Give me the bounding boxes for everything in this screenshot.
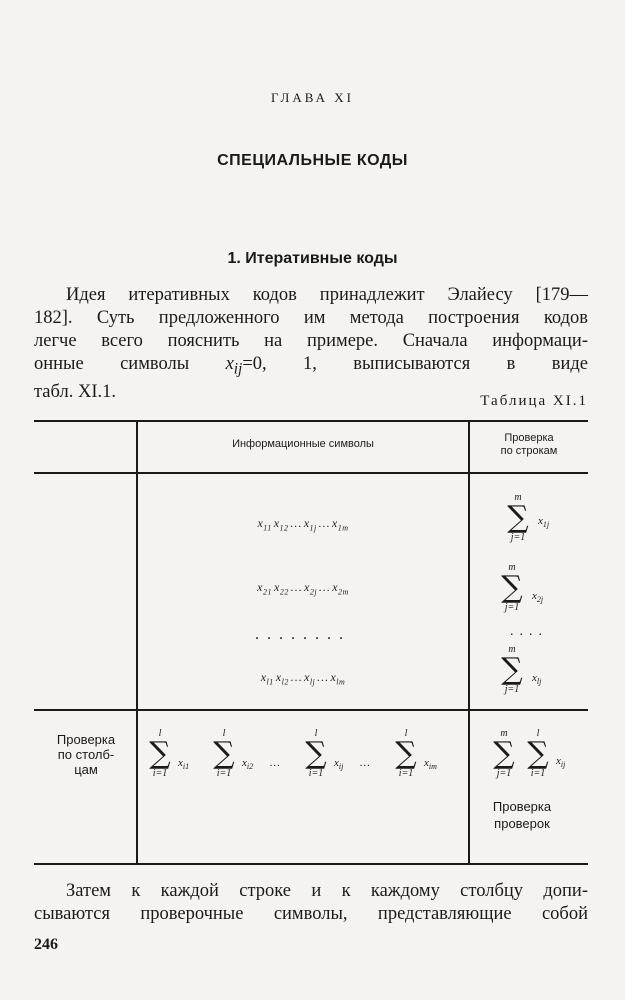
term-var: x — [424, 757, 429, 769]
sum-lower-limit: j=1 — [496, 768, 512, 779]
info-symbol: $x_{11}$ — [257, 516, 272, 533]
table-rule-middle — [34, 709, 588, 711]
row-sum-2-term — [532, 590, 543, 604]
col-ellipsis: … — [270, 757, 280, 769]
row-sum-dots: .... — [510, 624, 548, 639]
term-sub: lj — [536, 677, 542, 687]
sum-lower-limit: i=1 — [398, 768, 414, 779]
double-sum-term — [556, 755, 565, 769]
col-ellipsis: … — [360, 757, 370, 769]
term-sub: 1j — [542, 520, 550, 530]
info-symbol: $x_{l1}$ — [260, 670, 274, 687]
info-symbol: $x_{21}$ — [257, 580, 272, 597]
info-symbol: $x_{lj}$ — [304, 670, 316, 687]
table-rule-col2 — [468, 420, 470, 863]
paragraph-line: табл. XI.1. — [34, 381, 116, 402]
line-rest: =0, 1, выписываются в виде — [242, 354, 588, 374]
row-ellipsis: … — [290, 670, 302, 684]
info-symbol: $x_{1m}$ — [331, 516, 349, 533]
term-sub: ij — [338, 762, 344, 772]
term-sub: im — [428, 762, 437, 772]
column-check-label-line: Проверка — [56, 732, 116, 747]
sum-upper-limit: l — [314, 728, 318, 739]
term-sub: 2j — [536, 595, 544, 605]
term-sub: i2 — [246, 762, 254, 772]
sum-lower-limit: j=1 — [504, 684, 520, 695]
table-rule-bottom — [34, 863, 588, 865]
term-sub: ij — [560, 760, 566, 770]
term-var: x — [538, 515, 543, 527]
row-ellipsis: … — [319, 580, 331, 594]
info-row-2 — [138, 580, 468, 596]
sigma-icon: ∑ — [501, 570, 523, 605]
sigma-icon: ∑ — [149, 736, 171, 771]
col-sum-j-term — [334, 757, 343, 771]
term-sub: i1 — [182, 762, 190, 772]
chapter-title: СПЕЦИАЛЬНЫЕ КОДЫ — [217, 152, 408, 169]
row-ellipsis: … — [290, 516, 302, 530]
check-of-checks-line: проверок — [494, 816, 550, 831]
sum-upper-limit: m — [500, 728, 508, 739]
paragraph-line: легче всего пояснить на примере. Сначала информаци- — [34, 331, 588, 351]
header-row-check-line: Проверка — [504, 432, 554, 444]
col-sum-j — [296, 728, 336, 780]
column-check-label-line: по столб- — [57, 747, 115, 762]
row-ellipsis: … — [318, 516, 330, 530]
sigma-icon: ∑ — [213, 736, 235, 771]
row-ellipsis: … — [317, 670, 329, 684]
sigma-icon: ∑ — [527, 736, 549, 771]
header-information-symbols: Информационные символы — [232, 438, 374, 450]
table-rule-header — [34, 472, 588, 474]
sum-lower-limit: i=1 — [530, 768, 546, 779]
sum-upper-limit: m — [508, 562, 516, 573]
sum-lower-limit: j=1 — [510, 532, 526, 543]
section-title: 1. Итеративные коды — [227, 250, 398, 267]
paragraph-line: Затем к каждой строке и к каждому столбцу допи- — [66, 881, 588, 901]
term-var: x — [242, 757, 247, 769]
header-row-check-line: по строкам — [500, 445, 558, 457]
col-sum-2 — [204, 728, 244, 780]
double-sum-inner — [518, 728, 558, 780]
col-sum-m-term — [424, 757, 437, 771]
sigma-icon: ∑ — [493, 736, 515, 771]
paragraph-line: сываются проверочные символы, представляющие собой — [34, 904, 588, 924]
info-symbol: $x_{l2}$ — [275, 670, 289, 687]
paragraph-line: 182]. Суть предложенного им метода построения кодов — [34, 308, 588, 328]
sum-lower-limit: i=1 — [216, 768, 232, 779]
sigma-icon: ∑ — [395, 736, 417, 771]
row-sum-2 — [492, 562, 532, 614]
info-row-l — [138, 670, 468, 686]
info-symbol: $x_{lm}$ — [330, 670, 346, 687]
sum-upper-limit: l — [404, 728, 408, 739]
column-check-label — [34, 732, 138, 777]
term-var: x — [334, 757, 339, 769]
page-number: 246 — [34, 936, 58, 953]
row-sum-1 — [498, 492, 538, 544]
info-row-dots: ........ — [255, 626, 351, 643]
term-var: x — [556, 755, 561, 767]
term-var: x — [178, 757, 183, 769]
info-symbol: $x_{2m}$ — [332, 580, 349, 597]
row-sum-l — [492, 644, 532, 696]
row-sum-1-term — [538, 515, 549, 529]
info-symbol: $x_{22}$ — [273, 580, 289, 597]
col-sum-2-term — [242, 757, 253, 771]
paragraph-line: Идея итеративных кодов принадлежит Элайесу [179— — [66, 285, 588, 305]
column-check-label-line: цам — [74, 762, 98, 777]
row-ellipsis: … — [290, 580, 302, 594]
sigma-icon: ∑ — [305, 736, 327, 771]
col-sum-1-term — [178, 757, 189, 771]
sum-upper-limit: m — [514, 492, 522, 503]
sum-lower-limit: j=1 — [504, 602, 520, 613]
info-symbol: $x_{2j}$ — [303, 580, 318, 597]
symbol-sub: ij — [233, 360, 243, 378]
sigma-icon: ∑ — [501, 652, 523, 687]
sum-lower-limit: i=1 — [152, 768, 168, 779]
sum-lower-limit: i=1 — [308, 768, 324, 779]
col-sum-1 — [140, 728, 180, 780]
sum-upper-limit: l — [158, 728, 162, 739]
info-symbol: $x_{1j}$ — [303, 516, 317, 533]
header-row-check — [470, 432, 588, 458]
symbol-var: x — [225, 354, 234, 374]
sum-upper-limit: m — [508, 644, 516, 655]
row-sum-l-term — [532, 672, 541, 686]
check-of-checks-line: Проверка — [492, 799, 552, 814]
table-rule-top — [34, 420, 588, 422]
sum-upper-limit: l — [536, 728, 540, 739]
chapter-heading: ГЛАВА XI — [271, 90, 354, 105]
term-var: x — [532, 590, 537, 602]
check-of-checks-label — [470, 798, 574, 832]
table-caption: Таблица XI.1 — [480, 393, 588, 409]
col-sum-m — [386, 728, 426, 780]
sum-upper-limit: l — [222, 728, 226, 739]
line-prefix: онные символы — [34, 354, 226, 374]
continuation-paragraph — [34, 880, 588, 926]
info-symbol: $x_{12}$ — [273, 516, 289, 533]
sigma-icon: ∑ — [507, 500, 529, 535]
info-row-1 — [138, 516, 468, 532]
term-var: x — [532, 672, 537, 684]
